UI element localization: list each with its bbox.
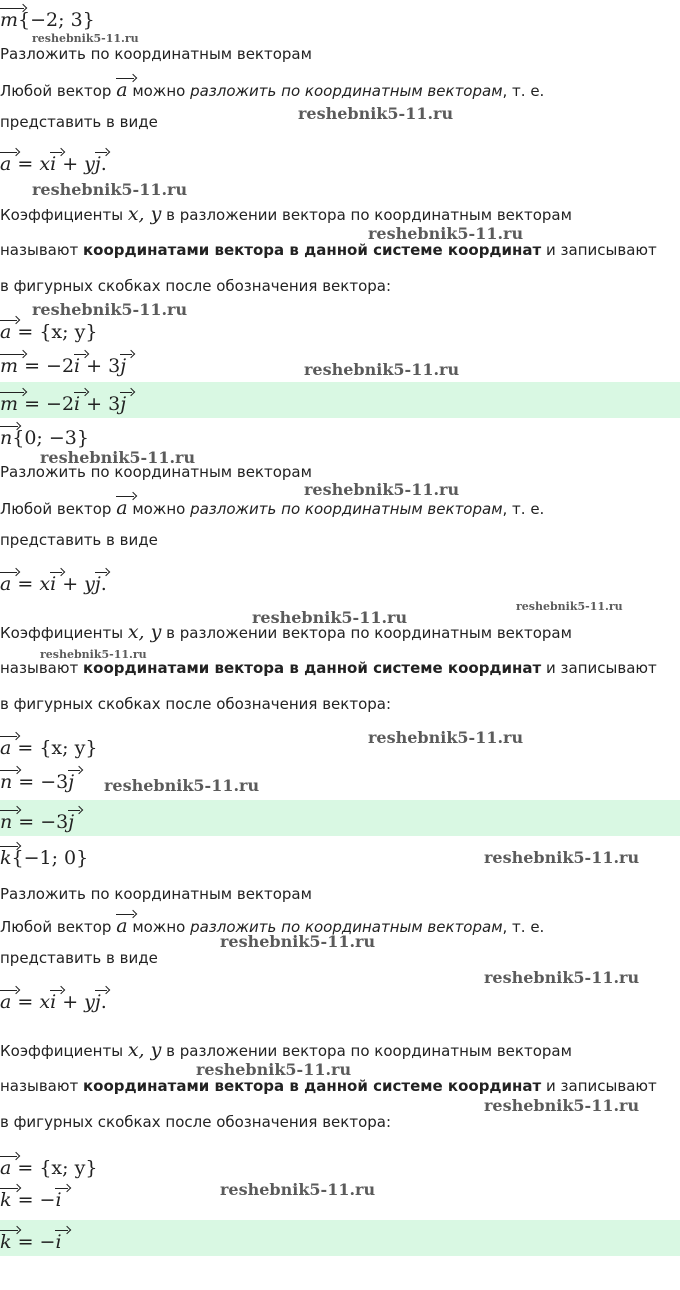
section-k-coeff-line-2: называют координатами вектора в данной системе координат и записывают xyxy=(0,1077,657,1095)
section-m-paragraph-2: представить в виде xyxy=(0,113,158,131)
section-m-heading: Разложить по координатным векторам xyxy=(0,45,312,63)
watermark: reshebnik5-11.ru xyxy=(484,848,640,867)
section-n-decomposition-formula: a = xi + yj. xyxy=(0,570,680,594)
watermark: reshebnik5-11.ru xyxy=(304,360,460,379)
section-k-coeff-line-3: в фигурных скобках после обозначения вектора: xyxy=(0,1113,392,1131)
vector-k-symbol: k xyxy=(0,844,12,868)
section-n-coeff-line-1: Коэффициенты x, y в разложении вектора по координатным векторам xyxy=(0,621,572,643)
section-k-paragraph-1: Любой вектор a можно разложить по координатным векторам, т. е. xyxy=(0,912,680,937)
watermark: reshebnik5-11.ru xyxy=(32,300,188,319)
watermark: reshebnik5-11.ru xyxy=(32,180,188,199)
section-n-coord-form: a = {x; y} xyxy=(0,734,680,758)
section-n-coeff-line-2: называют координатами вектора в данной системе координат и записывают xyxy=(0,659,657,677)
vector-m-symbol: m xyxy=(0,6,18,30)
watermark: reshebnik5-11.ru xyxy=(104,776,260,795)
watermark: reshebnik5-11.ru xyxy=(516,600,623,613)
watermark: reshebnik5-11.ru xyxy=(220,1180,376,1199)
watermark: reshebnik5-11.ru xyxy=(484,968,640,987)
section-m-answer: m = −2i + 3j xyxy=(0,382,680,418)
section-k-coeff-line-1: Коэффициенты x, y в разложении вектора по координатным векторам xyxy=(0,1039,572,1061)
section-k-paragraph-2: представить в виде xyxy=(0,949,158,967)
section-m-decomposition-formula: a = xi + yj. xyxy=(0,150,680,174)
watermark: reshebnik5-11.ru xyxy=(40,448,196,467)
watermark: reshebnik5-11.ru xyxy=(220,932,376,951)
section-k-heading: Разложить по координатным векторам xyxy=(0,885,312,903)
watermark: reshebnik5-11.ru xyxy=(40,648,147,661)
problem-n-coords: {0; −3} xyxy=(12,427,89,449)
section-n-answer: n = −3j xyxy=(0,800,680,836)
section-n-coeff-line-3: в фигурных скобках после обозначения вектора: xyxy=(0,695,392,713)
vector-n-symbol: n xyxy=(0,424,12,448)
watermark: reshebnik5-11.ru xyxy=(298,104,454,123)
problem-k-coords: {−1; 0} xyxy=(11,847,89,869)
section-m-coord-form: a = {x; y} xyxy=(0,318,680,342)
vector-a-symbol: a xyxy=(116,76,127,100)
section-n-expansion: n = −3j xyxy=(0,768,680,792)
section-m-paragraph-1: Любой вектор a можно разложить по координатным векторам, т. е. xyxy=(0,76,680,101)
watermark: reshebnik5-11.ru xyxy=(32,32,139,45)
watermark: reshebnik5-11.ru xyxy=(368,224,524,243)
section-m-coeff-line-3: в фигурных скобках после обозначения вектора: xyxy=(0,277,392,295)
section-k-expansion: k = −i xyxy=(0,1186,680,1210)
section-m-expansion: m = −2i + 3j xyxy=(0,352,680,376)
problem-m-title xyxy=(0,6,680,30)
watermark: reshebnik5-11.ru xyxy=(196,1060,352,1079)
section-n-heading: Разложить по координатным векторам xyxy=(0,463,312,481)
section-n-paragraph-1: Любой вектор a можно разложить по координатным векторам, т. е. xyxy=(0,494,680,519)
section-m-coeff-line-2: называют координатами вектора в данной системе координат и записывают xyxy=(0,241,657,259)
problem-n-title xyxy=(0,424,680,448)
section-k-coord-form: a = {x; y} xyxy=(0,1154,680,1178)
problem-m-coords: {−2; 3} xyxy=(18,9,95,31)
watermark: reshebnik5-11.ru xyxy=(484,1096,640,1115)
section-k-decomposition-formula: a = xi + yj. xyxy=(0,988,680,1012)
section-n-paragraph-2: представить в виде xyxy=(0,531,158,549)
watermark: reshebnik5-11.ru xyxy=(252,608,408,627)
section-m-coeff-line-1: Коэффициенты x, y в разложении вектора по координатным векторам xyxy=(0,203,572,225)
section-k-answer: k = −i xyxy=(0,1220,680,1256)
watermark: reshebnik5-11.ru xyxy=(304,480,460,499)
watermark: reshebnik5-11.ru xyxy=(368,728,524,747)
